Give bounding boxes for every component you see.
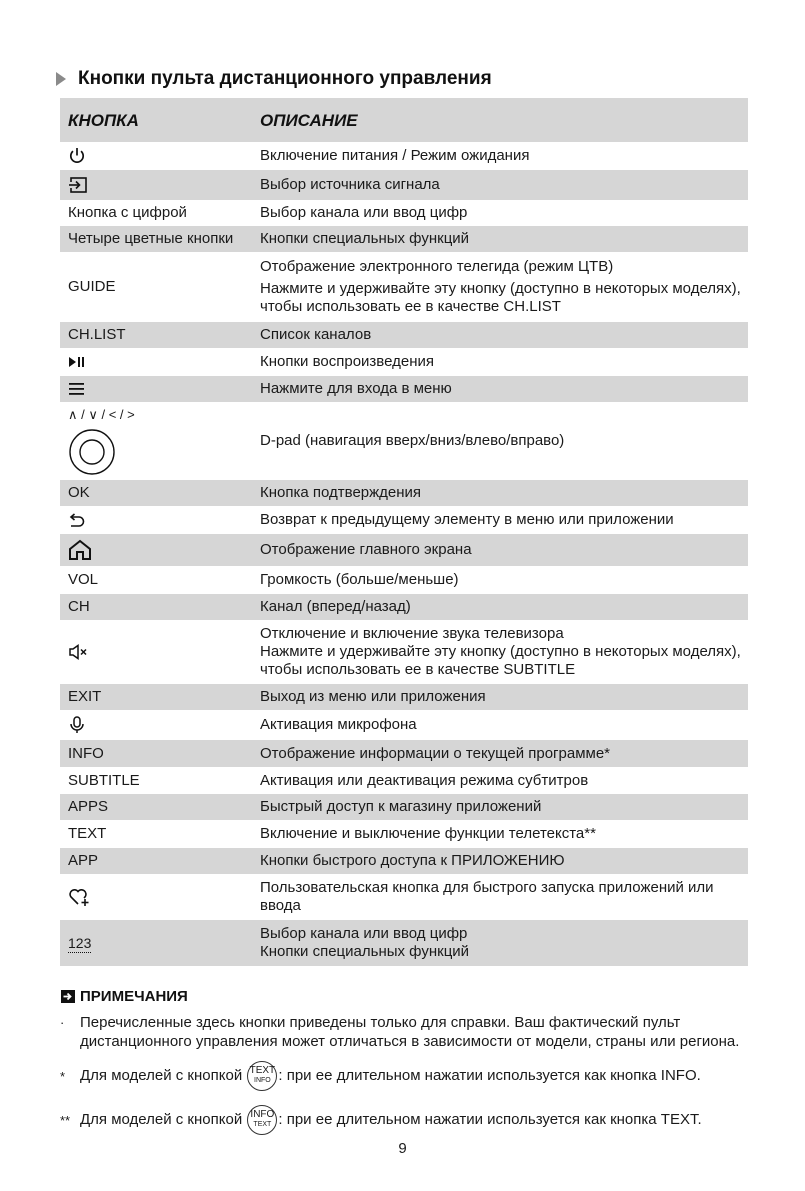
note-text-after: : при ее длительном нажатии используется как кнопка TEXT.: [278, 1110, 702, 1128]
row-button: OK: [60, 480, 252, 506]
row-description: Кнопки быстрого доступа к ПРИЛОЖЕНИЮ: [252, 848, 748, 874]
table-row: [60, 920, 748, 966]
btn-bottom-label: INFO: [254, 1077, 271, 1084]
row-description: Нажмите для входа в меню: [252, 376, 748, 402]
row-description: Кнопки воспроизведения: [260, 353, 434, 370]
row-button: Кнопка с цифрой: [68, 204, 187, 221]
row-button: SUBTITLE: [68, 771, 140, 789]
dpad-icon: [68, 428, 116, 476]
btn-bottom-label: TEXT: [253, 1121, 272, 1128]
table-row: [60, 480, 748, 506]
row-button-123: 123: [68, 934, 92, 951]
row-description-extra: Нажмите и удерживайте эту кнопку (доступно в некоторых моделях), чтобы использовать ее в качестве SUBTITLE: [260, 643, 741, 678]
table-row: [60, 402, 748, 480]
table-row: [60, 534, 748, 566]
row-description: Громкость (больше/меньше): [260, 571, 459, 588]
row-description: Выбор канала или ввод цифр: [260, 204, 468, 221]
note-text-after: : при ее длительном нажатии используется как кнопка INFO.: [278, 1066, 701, 1084]
row-description: Отображение информации о текущей программе*: [252, 740, 748, 767]
note-icon: [60, 989, 76, 1004]
table-row: [60, 506, 748, 534]
row-description: Быстрый доступ к магазину приложений: [252, 794, 748, 820]
notes-heading: [60, 988, 760, 1005]
table-row: [60, 848, 748, 874]
table-header: [60, 98, 748, 142]
row-button: APPS: [60, 794, 252, 820]
back-icon: [68, 513, 86, 527]
table-row: [60, 740, 748, 767]
row-description: Возврат к предыдущему элементу в меню или приложении: [260, 511, 674, 528]
table-row: [60, 376, 748, 402]
remote-buttons-table: [60, 98, 748, 966]
table-row: [60, 170, 748, 200]
note-text-before: Для моделей с кнопкой: [80, 1110, 243, 1128]
row-description-extra: Нажмите и удерживайте эту кнопку (доступно в некоторых моделях), чтобы использовать ее в качестве CH.LIST: [260, 280, 741, 315]
microphone-icon: [68, 716, 86, 734]
row-description: Отключение и включение звука телевизора: [260, 625, 564, 642]
row-description: Включение питания / Режим ожидания: [260, 147, 530, 164]
row-button: APP: [60, 848, 252, 874]
row-description: Выбор канала или ввод цифр: [260, 925, 468, 942]
mute-icon: [68, 644, 90, 660]
note-text-before: Для моделей с кнопкой: [80, 1066, 243, 1084]
table-row: [60, 684, 748, 710]
row-button: EXIT: [60, 684, 252, 710]
triangle-bullet-icon: [56, 72, 66, 86]
heart-plus-icon: [68, 887, 90, 907]
table-row: [60, 620, 748, 684]
table-row: [60, 322, 748, 348]
row-button: GUIDE: [68, 278, 116, 295]
row-button: ∧ / ∨ / < / >: [68, 407, 135, 422]
note-marker: *: [60, 1069, 66, 1084]
table-row: [60, 794, 748, 820]
notes-section: [60, 988, 760, 1135]
row-description: Активация микрофона: [260, 716, 417, 733]
row-description: D-pad (навигация вверх/вниз/влево/вправо): [260, 432, 565, 449]
row-button: Четыре цветные кнопки: [60, 226, 252, 252]
page-title: Кнопки пульта дистанционного управления: [78, 68, 492, 89]
row-button: TEXT: [68, 825, 107, 842]
page-number: 9: [398, 1140, 407, 1157]
table-row: [60, 226, 748, 252]
power-icon: [68, 146, 86, 166]
table-row: [60, 710, 748, 740]
table-row: [60, 874, 748, 920]
row-description: Включение и выключение функции телетекста**: [260, 825, 596, 842]
note-item: [60, 1013, 760, 1051]
notes-heading-text: ПРИМЕЧАНИЯ: [80, 988, 188, 1005]
note-marker: **: [60, 1113, 71, 1128]
table-row: [60, 252, 748, 322]
table-row: [60, 767, 748, 794]
menu-icon: [68, 382, 86, 396]
row-button: INFO: [60, 740, 252, 767]
header-description: ОПИСАНИЕ: [252, 98, 748, 142]
table-row: [60, 820, 748, 848]
table-row: [60, 348, 748, 376]
row-description: Отображение главного экрана: [252, 534, 748, 566]
section-title: [56, 66, 492, 92]
note-marker: ·: [60, 1015, 65, 1030]
input-source-icon: [68, 176, 88, 194]
play-pause-icon: [68, 355, 88, 369]
table-row: [60, 142, 748, 170]
row-description: Отображение электронного телегида (режим ЦТВ): [260, 258, 614, 275]
info-text-button-icon: [247, 1105, 277, 1135]
row-button: VOL: [68, 571, 99, 588]
header-button: КНОПКА: [60, 98, 252, 142]
row-description: Выход из меню или приложения: [252, 684, 748, 710]
table-row: [60, 566, 748, 594]
note-text: Перечисленные здесь кнопки приведены только для справки. Ваш фактический пульт дистанционного управления может отличаться в зависимости от модели, страны или региона.: [80, 1014, 740, 1050]
row-description: Пользовательская кнопка для быстрого запуска приложений или ввода: [260, 879, 714, 914]
btn-top-label: TEXT: [249, 1065, 276, 1076]
btn-top-label: INFO: [250, 1109, 275, 1120]
row-description: Активация или деактивация режима субтитров: [260, 771, 589, 789]
row-button: CH.LIST: [60, 322, 252, 348]
row-description: Кнопки специальных функций: [252, 226, 748, 252]
text-info-button-icon: [247, 1061, 277, 1091]
row-description: Кнопка подтверждения: [252, 480, 748, 506]
note-item: [60, 1061, 760, 1091]
table-row: [60, 200, 748, 226]
row-description: Выбор источника сигнала: [252, 170, 748, 200]
table-row: [60, 594, 748, 620]
row-button: CH: [60, 594, 252, 620]
home-icon: [68, 539, 92, 561]
row-description-extra: Кнопки специальных функций: [260, 943, 470, 960]
row-description: Канал (вперед/назад): [252, 594, 748, 620]
row-description: Список каналов: [252, 322, 748, 348]
note-item: [60, 1105, 760, 1135]
